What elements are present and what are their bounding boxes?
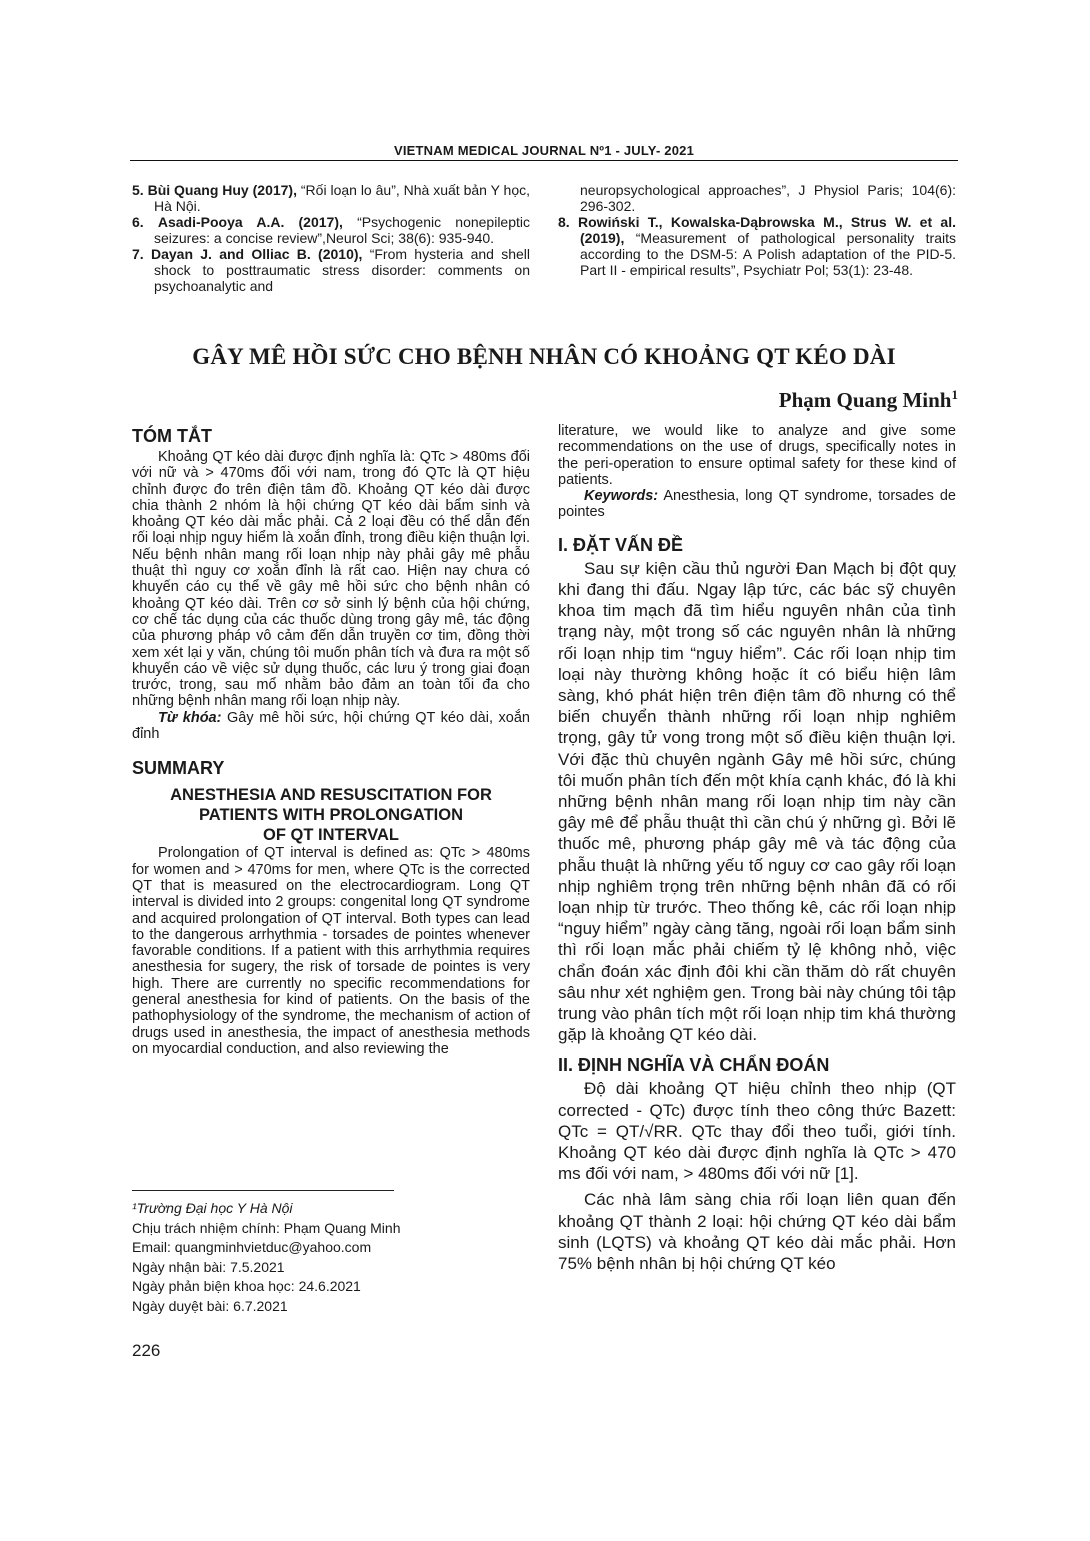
tom-tat-keywords: Từ khóa: Gây mê hồi sức, hội chứng QT kéo dài, xoắn đỉnh [132,709,531,743]
footnote-email: Email: quangminhvietduc@yahoo.com [132,1239,372,1255]
reference-item: 5. Bùi Quang Huy (2017), “Rối loạn lo âu”, Nhà xuất bản Y học, Hà Nội. [132,182,531,214]
section-2-heading: II. ĐỊNH NGHĨA VÀ CHẨN ĐOÁN [558,1055,830,1076]
section-1-heading: I. ĐẶT VẤN ĐỀ [558,534,684,555]
reference-item: 7. Dayan J. and Olliac B. (2010), “From hysteria and shell shock to posttraumatic stress disorder: comments on psychoanalytic and [132,246,531,294]
footnote-affiliation: ¹Trường Đại học Y Hà Nội [132,1200,293,1216]
tom-tat-heading: TÓM TẮT [132,426,212,446]
section-2-paragraph: Độ dài khoảng QT hiệu chỉnh theo nhịp (QT corrected - QTc) được tính theo công thức Bazett: QTc = QT/√RR. QTc thay đổi theo tuổi, giới tính. Khoảng QT kéo dài được định nghĩa là QTc > 470 ms đối với nam, > 480ms đối với nữ [1]. [558,1079,956,1184]
summary-text: Prolongation of QT interval is defined as: QTc > 480ms for women and > 470ms for men, where QTc is the corrected QT that is measured on the electrocardiogram. Long QT interval is divided into 2 groups: congenital long QT syndrome and acquired prolongation of QT interval. Both types can lead to the dangerous arrhythmia - torsades de pointes whenever favorable conditions. If a patient with this arrhythmia requires anesthesia for sugery, the risk of torsade de pointes is very high. There are currently no specific recommendations for general anesthesia for kind of patients. On the basis of the pathophysiology of the syndrome, the mechanism of action of drugs used in anesthesia, the impact of anesthesia methods on myocardial conduction, and also reviewing the [132,845,530,1057]
footnote-responsible: Chịu trách nhiệm chính: Phạm Quang Minh [132,1219,401,1236]
section-2-paragraph: Các nhà lâm sàng chia rối loạn liên quan đến khoảng QT thành 2 loại: hội chứng QT kéo dài bẩm sinh (LQTS) và khoảng QT kéo dài mắc phải. Hơn 75% bệnh nhân bị hội chứng QT kéo [558,1190,956,1274]
right-column [558,423,956,1274]
left-column [132,426,530,1057]
footnote-approved: Ngày duyệt bài: 6.7.2021 [132,1297,288,1314]
article-author: Phạm Quang Minh$^1$ [778,387,958,412]
reference-item: 6. Asadi-Pooya A.A. (2017), “Psychogenic nonepileptic seizures: a concise review”,Neurol Sci; 38(6): 935-940. [132,214,531,246]
references-left [132,182,530,294]
footnote-received: Ngày nhận bài: 7.5.2021 [132,1258,285,1275]
reference-item: 8. Rowiński T., Kowalska-Dąbrowska M., Strus W. et al. (2019), “Measurement of pathological personality traits according to the DSM-5: A Polish adaptation of the PID-5. Part II - empirical results”, Psychiatr Pol; 53(1): 23-48. [558,214,957,278]
references-right [558,182,956,278]
footnote-reviewed: Ngày phản biện khoa học: 24.6.2021 [132,1278,361,1294]
summary-text-continued: literature, we would like to analyze and give some recommendations on the use of drugs, specifically notes in the peri-operation to ensure optimal safety for these kind of patients. [558,423,956,488]
header-divider [130,160,958,161]
page-number: 226 [132,1341,161,1360]
footnote [132,1199,400,1316]
journal-header: VIETNAM MEDICAL JOURNAL Nº1 - JULY- 2021 [393,143,695,158]
summary-keywords: Keywords: Anesthesia, long QT syndrome, torsades de pointes [558,488,956,521]
article-title: GÂY MÊ HỒI SỨC CHO BỆNH NHÂN CÓ KHOẢNG QT KÉO DÀI [192,344,896,369]
section-1-text: Sau sự kiện cầu thủ người Đan Mạch bị đột quỵ khi đang thi đấu. Ngay lập tức, các bác sỹ chuyên khoa tim mạch đã tìm hiểu nguyên nhân của tình trạng này, một trong số các nguyên nhân là những rối loạn nhịp tim “nguy hiểm”. Các rối loạn nhịp tim loại này thường không hoặc ít có biểu hiện lâm sàng, khó phát hiện trên điện tâm đồ nhưng có thể biến chuyển thành những rối loạn nhịp nghiêm trọng, gây tử vong trong một số điều kiện thuận lợi. Với đặc thù chuyên ngành Gây mê hồi sức, chúng tôi muốn phân tích đến một khía cạnh khác, đó là khi những bệnh nhân mang rối loạn nhịp tim này cần gây mê để phẫu thuật thì cần chú ý những gì. Bởi lẽ thuốc mê, phương pháp gây mê và tác động của phẫu thuật là những yếu tố nguy cơ cao gây rối loạn nhịp nghiêm trọng trên những bệnh nhân đã có rối loạn nhịp từ trước. Theo thống kê, các rối loạn nhịp “nguy hiểm” ngày càng tăng, ngoài rối loạn bẩm sinh thì rối loạn mắc phải chiếm tỷ lệ không nhỏ, việc chẩn đoán xác định đôi khi cần thăm dò rất chuyên sâu như xét nghiệm gen. Trong bài này chúng tôi tập trung vào phân tích một rối loạn nhịp tim khá thường gặp là khoảng QT kéo dài. [558,558,956,1045]
tom-tat-text: Khoảng QT kéo dài được định nghĩa là: QTc > 480ms đối với nữ và > 470ms đối với nam, trong đó QTc là QT hiệu chỉnh được đo trên điện tâm đồ. Khoảng QT kéo dài được chia thành 2 nhóm là hội chứng QT kéo dài bẩm sinh và khoảng QT kéo dài mắc phải. Cả 2 loại đều có thể dẫn đến rối loại nhịp nguy hiểm là xoắn đỉnh, trong điều kiện thuận lợi. Nếu bệnh nhân mang rối loạn nhịp này phải gây mê phẫu thuật thì nguy cơ xoắn đỉnh là rất cao. Hiện nay chưa có khuyến cáo cụ thể về gây mê hồi sức cho bệnh nhân có khoảng QT kéo dài. Trên cơ sở sinh lý bệnh của hội chứng, cơ chế tác dụng của các thuốc dùng trong gây mê, tác động của phương pháp vô cảm đến dẫn truyền cơ tim, đồng thời xem xét lại y văn, chúng tôi muốn phân tích và đưa ra một số khuyến cáo về việc sử dụng thuốc, các lưu ý trong giai đoạn trước, trong, sau mổ nhằm bảo đảm an toàn tối đa cho những bệnh nhân mang rối loạn nhịp này. [132,449,530,710]
footnote-divider [132,1190,394,1191]
summary-title: ANESTHESIA AND RESUSCITATION FOR PATIENTS WITH PROLONGATION OF QT INTERVAL [170,786,492,845]
reference-item: neuropsychological approaches”, J Physiol Paris; 104(6): 296-302. [580,182,956,214]
summary-heading: SUMMARY [132,758,225,779]
